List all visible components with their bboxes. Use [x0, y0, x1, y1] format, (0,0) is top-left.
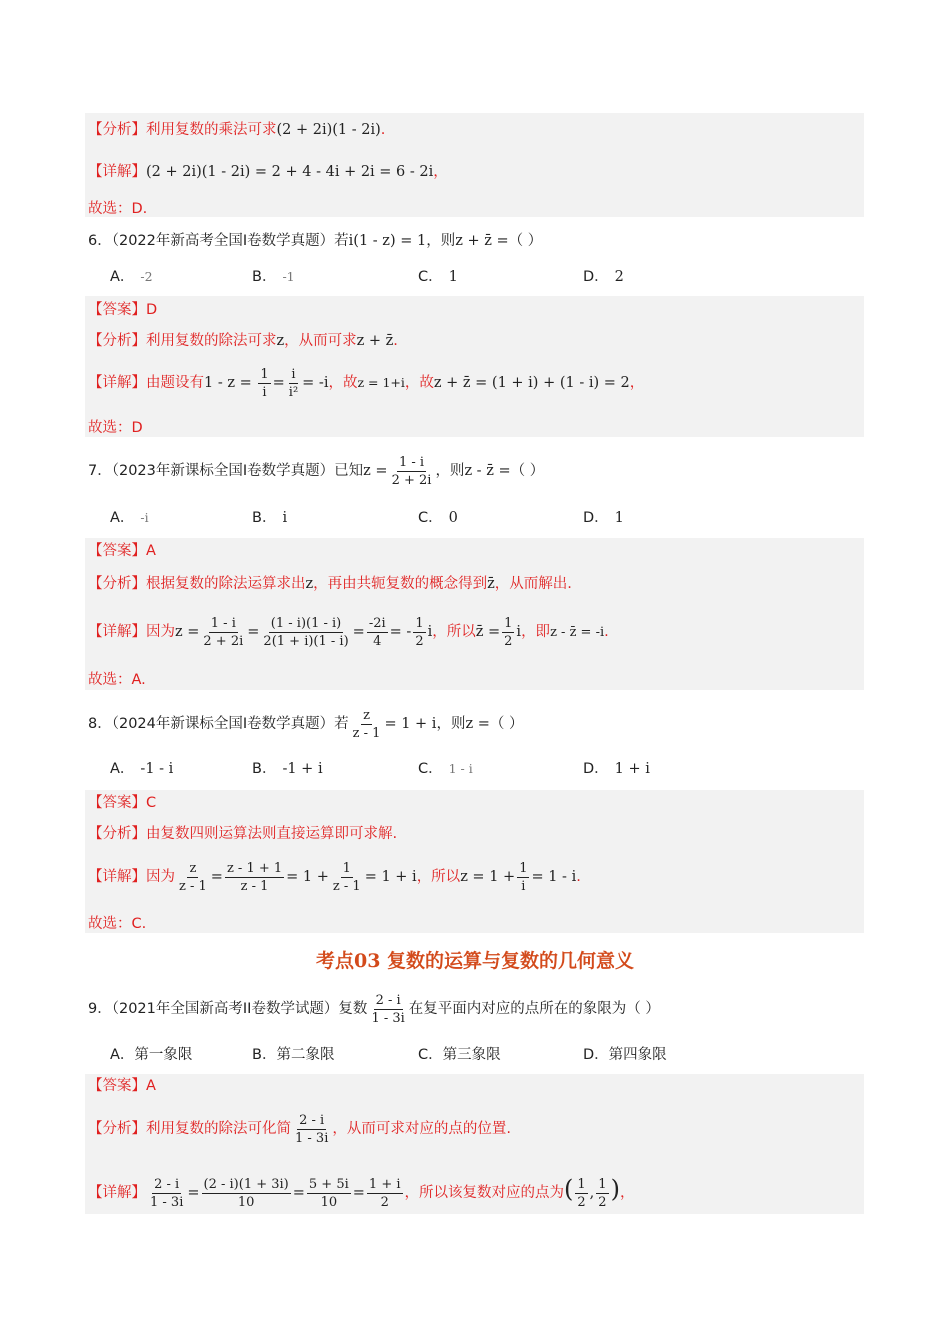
q6-detail: 【详解】由题设有1 - z = $\frac{1}{i}$ = $\frac{i}{\text{i²}}$ = -i，故z = 1+i，故z + z̄ = (1 + i) + (1 - i) = 2，: [88, 366, 645, 400]
q6-option-d[interactable]: D． 2: [583, 269, 624, 285]
fraction: $\frac{1 + i}{2}$: [368, 1176, 401, 1210]
q7-analysis: 【分析】根据复数的除法运算求出z，再由共轭复数的概念得到z̄，从而解出.: [88, 576, 572, 592]
fraction: $\frac{1 - i}{2 + 2i}$: [203, 615, 244, 649]
fraction: $\frac{1}{z - 1}$: [332, 860, 361, 894]
fraction: $\frac{(1 - i)(1 - i)}{2(1 + i)(1 - i)}$: [263, 615, 349, 649]
q9-answer: 【答案】A: [88, 1078, 156, 1094]
q7-option-b[interactable]: B． i: [252, 510, 288, 526]
fraction: $\frac{1 - i}{2 + 2i}$: [391, 454, 432, 488]
q9-detail: 【详解】 $\frac{2 - i}{1 - 3i}$ = $\frac{(2 - i)(1 + 3i)}{10}$ = $\frac{5 + 5i}{10}$ = $\frac{1 + i}{2}$ ，所以该复数对应的点为( $\frac{1}{2}$ , $\frac{1}{2}$ )，: [88, 1175, 635, 1210]
q8-analysis: 【分析】由复数四则运算法则直接运算即可求解.: [88, 826, 398, 842]
fraction: $\frac{1}{2}$: [598, 1176, 607, 1210]
q6-conclusion: 故选：D: [88, 420, 143, 436]
fraction: $\frac{-2i}{4}$: [368, 615, 386, 649]
q5-conclusion: 故选：D.: [88, 201, 148, 217]
q8-option-d[interactable]: D． 1 + i: [583, 761, 650, 777]
q8-answer: 【答案】C: [88, 795, 157, 811]
q5-detail: 【详解】(2 + 2i)(1 - 2i) = 2 + 4 - 4i + 2i = 6 - 2i，: [88, 164, 448, 180]
q7-conclusion: 故选：A.: [88, 672, 146, 688]
fraction: $\frac{1}{2}$: [577, 1176, 586, 1210]
fraction: $\frac{2 - i}{1 - 3i}$: [150, 1176, 184, 1210]
q9-question: 9．（2021年全国新高考II卷数学试题）复数 $\frac{2 - i}{1 - 3i}$ 在复平面内对应的点所在的象限为（ ）: [88, 992, 660, 1026]
q9-option-d[interactable]: D．第四象限: [583, 1047, 667, 1063]
fraction: $\frac{z - 1 + 1}{z - 1}$: [226, 860, 283, 894]
q6-option-a[interactable]: A． -2: [110, 269, 153, 285]
analysis-tag: 【分析】: [88, 122, 146, 138]
fraction: $\frac{i}{\text{i²}}$: [288, 366, 299, 400]
fraction: $\frac{z}{z - 1}$: [352, 707, 381, 741]
fraction: $\frac{1}{i}$: [519, 860, 528, 894]
q8-option-c[interactable]: C． 1 - i: [418, 761, 473, 777]
q6-answer: 【答案】D: [88, 302, 158, 318]
fraction: $\frac{1}{2}$: [504, 615, 513, 649]
fraction: $\frac{2 - i}{1 - 3i}$: [371, 992, 405, 1026]
fraction: $\frac{2 - i}{1 - 3i}$: [295, 1112, 329, 1146]
q6-question: 6．（2022年新高考全国I卷数学真题）若i(1 - z) = 1，则z + z̄ =（ ）: [88, 233, 543, 249]
q7-question: 7．（2023年新课标全国Ⅰ卷数学真题）已知z = $\frac{1 - i}{2 + 2i}$ ，则z - z̄ =（ ）: [88, 454, 545, 488]
q5-analysis: 【分析】利用复数的乘法可求(2 + 2i)(1 - 2i).: [88, 122, 386, 138]
fraction: $\frac{1}{i}$: [260, 366, 269, 400]
q9-option-b[interactable]: B．第二象限: [252, 1047, 335, 1063]
section-heading: 考点03 复数的运算与复数的几何意义: [315, 950, 635, 972]
q9-analysis: 【分析】利用复数的除法可化简 $\frac{2 - i}{1 - 3i}$ ，从而可求对应的点的位置.: [88, 1112, 511, 1146]
detail-tag: 【详解】: [88, 164, 146, 180]
q7-answer: 【答案】A: [88, 543, 156, 559]
q8-option-a[interactable]: A． -1 - i: [110, 761, 174, 777]
q8-conclusion: 故选：C.: [88, 916, 147, 932]
q8-question: 8．（2024年新课标全国Ⅰ卷数学真题）若 $\frac{z}{z - 1}$ = 1 + i，则z =（ ）: [88, 707, 524, 741]
q6-analysis: 【分析】利用复数的除法可求z，从而可求z + z̄.: [88, 333, 398, 349]
q6-option-b[interactable]: B． -1: [252, 269, 295, 285]
q9-option-c[interactable]: C．第三象限: [418, 1047, 501, 1063]
q9-option-a[interactable]: A．第一象限: [110, 1047, 193, 1063]
fraction: $\frac{(2 - i)(1 + 3i)}{10}$: [203, 1176, 289, 1210]
q8-option-b[interactable]: B． -1 + i: [252, 761, 323, 777]
q7-option-a[interactable]: A． -i: [110, 510, 149, 526]
fraction: $\frac{5 + 5i}{10}$: [308, 1176, 349, 1210]
fraction: $\frac{1}{2}$: [415, 615, 424, 649]
q7-detail: 【详解】因为z = $\frac{1 - i}{2 + 2i}$ = $\frac{(1 - i)(1 - i)}{2(1 + i)(1 - i)}$ = $\frac{-2i}{4}$ = - $\frac{1}{2}$ i，所以z̄ = $\frac{1}{2}$ i，即z - z̄ = -i.: [88, 615, 609, 649]
q7-option-c[interactable]: C． 0: [418, 510, 458, 526]
fraction: $\frac{z}{z - 1}$: [179, 860, 207, 894]
q8-detail: 【详解】因为 $\frac{z}{z - 1}$ = $\frac{z - 1 + 1}{z - 1}$ = 1 + $\frac{1}{z - 1}$ = 1 + i，所以z = 1 + $\frac{1}{i}$ = 1 - i.: [88, 860, 581, 894]
q7-option-d[interactable]: D． 1: [583, 510, 624, 526]
q6-option-c[interactable]: C． 1: [418, 269, 458, 285]
